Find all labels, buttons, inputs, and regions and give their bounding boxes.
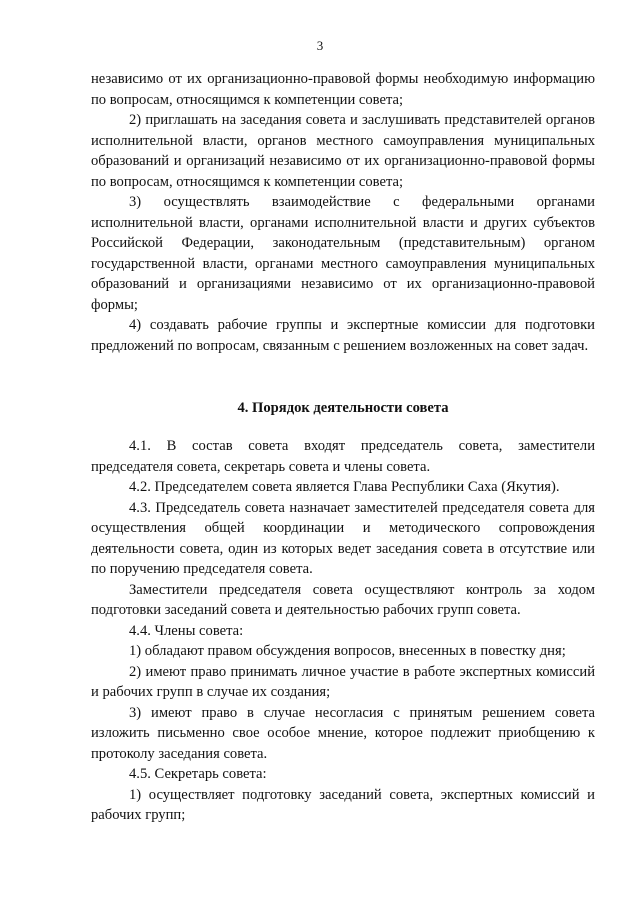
paragraph-item-3: 3) осуществлять взаимодействие с федеральными органами исполнительной власти, органами исполнительной власти и других субъектов Российской Федерации, законодательным (представительным) органом государственной власти, органами местного самоуправления муниципальных образований и организациями независимо от их организационно-правовой формы; [91,194,595,313]
paragraph-deputies: Заместители председателя совета осуществляют контроль за ходом подготовки заседаний совета и деятельностью рабочих групп совета. [91,581,595,618]
paragraph-4-4: 4.4. Члены совета: [129,622,244,639]
paragraph-4-1: 4.1. В состав совета входят председатель совета, заместители председателя совета, секретарь совета и члены совета. [91,438,595,475]
section-heading: 4. Порядок деятельности совета [237,400,449,416]
paragraph-4-5: 4.5. Секретарь совета: [129,766,267,782]
paragraph-item-4: 4) создавать рабочие группы и экспертные комиссии для подготовки предложений по вопросам, связанным с решением возложенных на совет задач. [91,317,595,354]
paragraph-item-2: 2) приглашать на заседания совета и заслушивать представителей органов исполнительной власти, органов местного самоуправления муниципальных образований и организаций независимо от их организационно-правовой формы по вопросам, относящимся к компетенции совета; [91,112,595,190]
page-number: 3 [316,38,324,53]
paragraph-4-3: 4.3. Председатель совета назначает заместителей председателя совета для осуществления общей координации и методического сопровождения деятельности совета, один из которых ведет заседания совета в отсутствие или по поручению председателя совета. [91,499,595,577]
paragraph-4-4-item-2: 2) имеют право принимать личное участие в работе экспертных комиссий и рабочих групп в случае их создания; [91,663,595,700]
paragraph-4-2: 4.2. Председателем совета является Глава Республики Саха (Якутия). [129,479,560,495]
continued-list-block [91,69,595,356]
section-body [91,436,595,826]
paragraph-4-4-item-1: 1) обладают правом обсуждения вопросов, внесенных в повестку дня; [129,643,566,659]
paragraph-4-5-item-1: 1) осуществляет подготовку заседаний совета, экспертных комиссий и рабочих групп; [91,786,595,823]
paragraph-4-4-item-3: 3) имеют право в случае несогласия с принятым решением совета изложить письменно свое особое мнение, которое подлежит приобщению к протоколу заседания совета. [91,704,595,762]
paragraph-continuation: независимо от их организационно-правовой формы необходимую информацию по вопросам, относящимся к компетенции совета; [91,71,595,108]
